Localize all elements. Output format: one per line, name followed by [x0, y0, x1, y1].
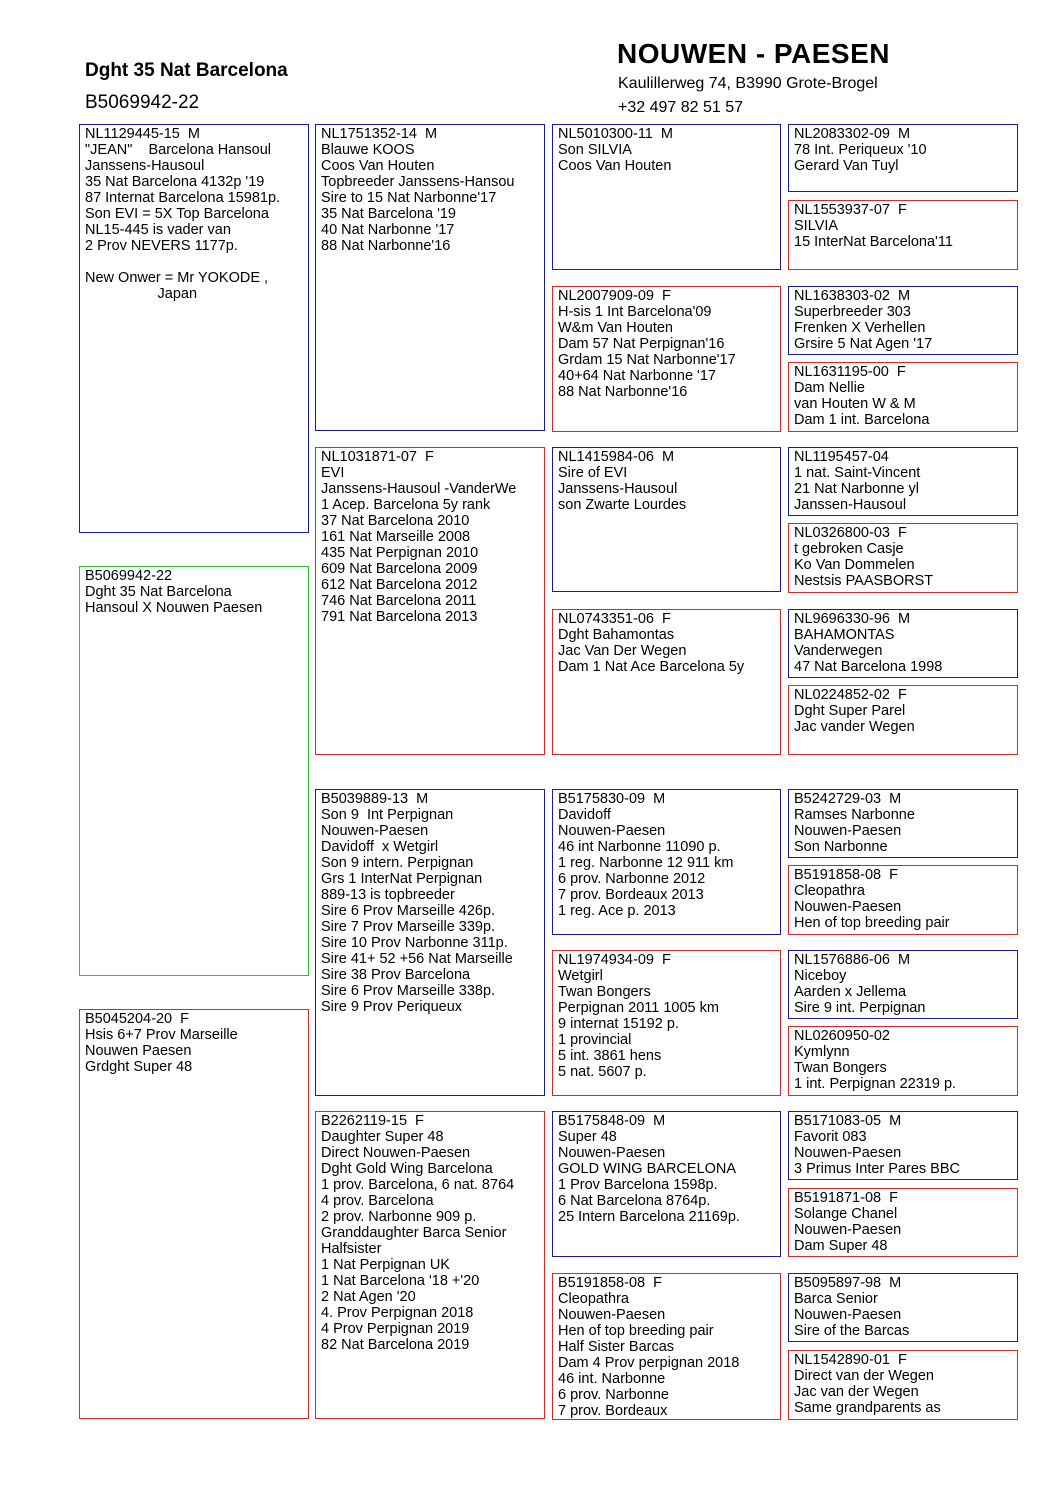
- pedigree-info-line: Ramses Narbonne: [794, 807, 915, 823]
- ring-number-line: NL0326800-03 F: [794, 525, 907, 541]
- pedigree-info-line: Hen of top breeding pair: [558, 1323, 714, 1339]
- pedigree-info-line: Sire 38 Prov Barcelona: [321, 967, 471, 983]
- dddd-box: [788, 1350, 1018, 1420]
- ring-number-line: NL2007909-09 F: [558, 288, 671, 304]
- pedigree-info-line: 35 Nat Barcelona 4132p '19: [85, 174, 265, 190]
- dam-sire-dam-box: [552, 950, 781, 1096]
- pedigree-info-line: Nouwen Paesen: [85, 1043, 192, 1059]
- pedigree-info-line: Barca Senior: [794, 1291, 878, 1307]
- pedigree-info-line: 3 Primus Inter Pares BBC: [794, 1161, 960, 1177]
- dam-sire-box: [315, 789, 545, 1096]
- sire-dam-sire-box: [552, 447, 781, 592]
- subject-ring-number: B5069942-22: [85, 92, 200, 113]
- pedigree-info-line: 4 Prov Perpignan 2019: [321, 1321, 470, 1337]
- pedigree-info-line: Topbreeder Janssens-Hansou: [321, 174, 515, 190]
- pedigree-info-line: 78 Int. Periqueux '10: [794, 142, 927, 158]
- ring-number-line: B2262119-15 F: [321, 1113, 424, 1129]
- pedigree-info-line: son Zwarte Lourdes: [558, 497, 687, 513]
- pedigree-info-line: Sire 7 Prov Marseille 339p.: [321, 919, 496, 935]
- pedigree-info-line: Sire 6 Prov Marseille 338p.: [321, 983, 496, 999]
- pedigree-info-line: 4 prov. Barcelona: [321, 1193, 434, 1209]
- pedigree-info-line: Dght Bahamontas: [558, 627, 675, 643]
- dsdd-box: [788, 1026, 1018, 1096]
- pedigree-info-line: 9 internat 15192 p.: [558, 1016, 679, 1032]
- pedigree-info-line: Blauwe KOOS: [321, 142, 415, 158]
- pedigree-info-line: Nouwen-Paesen: [558, 823, 666, 839]
- pedigree-info-line: 7 prov. Bordeaux 2013: [558, 887, 704, 903]
- pedigree-info-line: Half Sister Barcas: [558, 1339, 675, 1355]
- pedigree-info-line: Twan Bongers: [794, 1060, 887, 1076]
- pedigree-info-line: 1 nat. Saint-Vincent: [794, 465, 921, 481]
- pedigree-info-line: 4. Prov Perpignan 2018: [321, 1305, 474, 1321]
- pedigree-info-line: 1 Acep. Barcelona 5y rank: [321, 497, 491, 513]
- pedigree-info-line: Sire 6 Prov Marseille 426p.: [321, 903, 496, 919]
- sssd-box: [788, 200, 1018, 270]
- pedigree-info-line: Davidoff x Wetgirl: [321, 839, 439, 855]
- pedigree-info-line: Nouwen-Paesen: [558, 1145, 666, 1161]
- pedigree-info-line: Japan: [85, 286, 198, 302]
- pedigree-info-line: Nestsis PAASBORST: [794, 573, 934, 589]
- pedigree-info-line: 15 InterNat Barcelona'11: [794, 234, 953, 250]
- ring-number-line: NL1974934-09 F: [558, 952, 671, 968]
- sdsd-box: [788, 523, 1018, 593]
- ddds-box: [788, 1273, 1018, 1342]
- pedigree-info-line: Favorit 083: [794, 1129, 867, 1145]
- pedigree-info-line: Nouwen-Paesen: [321, 823, 429, 839]
- pedigree-info-line: BAHAMONTAS: [794, 627, 895, 643]
- pedigree-info-line: Vanderwegen: [794, 643, 883, 659]
- pedigree-info-line: van Houten W & M: [794, 396, 916, 412]
- pedigree-info-line: Dam 57 Nat Perpignan'16: [558, 336, 725, 352]
- pedigree-info-line: Direct van der Wegen: [794, 1368, 934, 1384]
- sdds-box: [788, 609, 1018, 678]
- pedigree-info-line: 1 reg. Ace p. 2013: [558, 903, 676, 919]
- pedigree-info-line: Son 9 Int Perpignan: [321, 807, 454, 823]
- sire-sire-sire-box: [552, 124, 781, 270]
- sddd-box: [788, 685, 1018, 755]
- pedigree-info-line: Dght Super Parel: [794, 703, 906, 719]
- ssds-box: [788, 286, 1018, 355]
- pedigree-info-line: Ko Van Dommelen: [794, 557, 915, 573]
- pedigree-info-line: 161 Nat Marseille 2008: [321, 529, 471, 545]
- pedigree-info-line: 746 Nat Barcelona 2011: [321, 593, 477, 609]
- ring-number-line: NL0743351-06 F: [558, 611, 671, 627]
- ring-number-line: B5242729-03 M: [794, 791, 902, 807]
- pedigree-info-line: Dam 1 Nat Ace Barcelona 5y: [558, 659, 745, 675]
- pedigree-info-line: Cleopathra: [558, 1291, 629, 1307]
- pedigree-info-line: Son SILVIA: [558, 142, 632, 158]
- pedigree-info-line: 87 Internat Barcelona 15981p.: [85, 190, 281, 206]
- pedigree-info-line: Grsire 5 Nat Agen '17: [794, 336, 933, 352]
- sdss-box: [788, 447, 1018, 516]
- pedigree-title: Dght 35 Nat Barcelona: [85, 60, 288, 81]
- pedigree-info-line: 1 prov. Barcelona, 6 nat. 8764: [321, 1177, 515, 1193]
- pedigree-info-line: 88 Nat Narbonne'16: [321, 238, 451, 254]
- pedigree-info-line: Niceboy: [794, 968, 847, 984]
- sire-sire-box: [315, 124, 545, 431]
- ssdd-box: [788, 362, 1018, 432]
- pedigree-info-line: Frenken X Verhellen: [794, 320, 926, 336]
- ring-number-line: NL1576886-06 M: [794, 952, 911, 968]
- pedigree-info-line: 1 Prov Barcelona 1598p.: [558, 1177, 718, 1193]
- pedigree-info-line: 37 Nat Barcelona 2010: [321, 513, 470, 529]
- pedigree-info-line: 2 prov. Narbonne 909 p.: [321, 1209, 477, 1225]
- pedigree-info-line: 6 Nat Barcelona 8764p.: [558, 1193, 711, 1209]
- pedigree-info-line: Dght 35 Nat Barcelona: [85, 584, 232, 600]
- ring-number-line: NL1631195-00 F: [794, 364, 906, 380]
- pedigree-info-line: Jac vander Wegen: [794, 719, 915, 735]
- pedigree-info-line: "JEAN" Barcelona Hansoul: [85, 142, 271, 158]
- pedigree-info-line: Kymlynn: [794, 1044, 850, 1060]
- pedigree-info-line: Twan Bongers: [558, 984, 651, 1000]
- loft-phone: +32 497 82 51 57: [618, 99, 744, 116]
- ring-number-line: NL1129445-15 M: [85, 126, 201, 142]
- pedigree-info-line: Nouwen-Paesen: [794, 1222, 902, 1238]
- pedigree-info-line: New Onwer = Mr YOKODE ,: [85, 270, 269, 286]
- pedigree-info-line: [85, 254, 304, 270]
- pedigree-info-line: Dght Gold Wing Barcelona: [321, 1161, 493, 1177]
- pedigree-info-line: Cleopathra: [794, 883, 865, 899]
- loft-name: NOUWEN - PAESEN: [617, 38, 890, 69]
- pedigree-info-line: NL15-445 is vader van: [85, 222, 231, 238]
- dam-dam-dam-box: [552, 1273, 781, 1420]
- pedigree-info-line: 35 Nat Barcelona '19: [321, 206, 456, 222]
- pedigree-info-line: 1 reg. Narbonne 12 911 km: [558, 855, 734, 871]
- pedigree-info-line: Dam Nellie: [794, 380, 865, 396]
- pedigree-info-line: Super 48: [558, 1129, 617, 1145]
- ddss-box: [788, 1111, 1018, 1180]
- pedigree-info-line: Granddaughter Barca Senior: [321, 1225, 507, 1241]
- pedigree-info-line: SILVIA: [794, 218, 839, 234]
- ring-number-line: NL1553937-07 F: [794, 202, 907, 218]
- pedigree-info-line: Hansoul X Nouwen Paesen: [85, 600, 263, 616]
- ring-number-line: B5045204-20 F: [85, 1011, 189, 1027]
- pedigree-info-line: Hen of top breeding pair: [794, 915, 950, 931]
- ring-number-line: B5095897-98 M: [794, 1275, 902, 1291]
- pedigree-info-line: Gerard Van Tuyl: [794, 158, 899, 174]
- pedigree-info-line: 1 Nat Barcelona '18 +'20: [321, 1273, 480, 1289]
- pedigree-info-line: Halfsister: [321, 1241, 382, 1257]
- pedigree-info-line: Sire of EVI: [558, 465, 628, 481]
- pedigree-info-line: 7 prov. Bordeaux: [558, 1403, 668, 1419]
- pedigree-info-line: 435 Nat Perpignan 2010: [321, 545, 479, 561]
- pedigree-info-line: Daughter Super 48: [321, 1129, 444, 1145]
- pedigree-info-line: Dam 1 int. Barcelona: [794, 412, 930, 428]
- ring-number-line: B5171083-05 M: [794, 1113, 902, 1129]
- dsds-box: [788, 950, 1018, 1019]
- pedigree-info-line: 1 int. Perpignan 22319 p.: [794, 1076, 957, 1092]
- ring-number-line: NL1415984-06 M: [558, 449, 675, 465]
- loft-address: Kaulillerweg 74, B3990 Grote-Brogel: [618, 75, 878, 92]
- pedigree-info-line: Solange Chanel: [794, 1206, 898, 1222]
- pedigree-info-line: EVI: [321, 465, 345, 481]
- ring-number-line: NL1195457-04: [794, 449, 889, 465]
- pedigree-info-line: H-sis 1 Int Barcelona'09: [558, 304, 712, 320]
- pedigree-info-line: 5 nat. 5607 p.: [558, 1064, 647, 1080]
- pedigree-info-line: 6 prov. Narbonne 2012: [558, 871, 706, 887]
- pedigree-info-line: Aarden x Jellema: [794, 984, 907, 1000]
- pedigree-info-line: 612 Nat Barcelona 2012: [321, 577, 478, 593]
- pedigree-info-line: Perpignan 2011 1005 km: [558, 1000, 719, 1016]
- pedigree-info-line: Sire to 15 Nat Narbonne'17: [321, 190, 497, 206]
- pedigree-info-line: Janssens-Hausoul: [85, 158, 205, 174]
- pedigree-info-line: Janssens-Hausoul: [558, 481, 678, 497]
- pedigree-info-line: Nouwen-Paesen: [794, 1307, 902, 1323]
- pedigree-info-line: 2 Prov NEVERS 1177p.: [85, 238, 238, 254]
- pedigree-info-line: 5 int. 3861 hens: [558, 1048, 662, 1064]
- pedigree-info-line: 88 Nat Narbonne'16: [558, 384, 688, 400]
- ddsd-box: [788, 1188, 1018, 1257]
- ssss-box: [788, 124, 1018, 192]
- pedigree-info-line: Wetgirl: [558, 968, 603, 984]
- pedigree-info-line: Sire 10 Prov Narbonne 311p.: [321, 935, 508, 951]
- ring-number-line: B5175848-09 M: [558, 1113, 666, 1129]
- pedigree-info-line: 40 Nat Narbonne '17: [321, 222, 455, 238]
- pedigree-info-line: Jac van der Wegen: [794, 1384, 919, 1400]
- pedigree-info-line: Sire of the Barcas: [794, 1323, 910, 1339]
- pedigree-info-line: Jac Van Der Wegen: [558, 643, 687, 659]
- sire-sire-dam-box: [552, 286, 781, 432]
- ring-number-line: B5191858-08 F: [558, 1275, 662, 1291]
- pedigree-info-line: Son Narbonne: [794, 839, 888, 855]
- dssd-box: [788, 865, 1018, 935]
- dam-dam-sire-box: [552, 1111, 781, 1257]
- ring-number-line: NL0260950-02: [794, 1028, 890, 1044]
- pedigree-info-line: Dam 4 Prov perpignan 2018: [558, 1355, 740, 1371]
- ring-number-line: NL1031871-07 F: [321, 449, 434, 465]
- ring-number-line: B5039889-13 M: [321, 791, 429, 807]
- pedigree-info-line: Coos Van Houten: [321, 158, 435, 174]
- pedigree-info-line: 1 Nat Perpignan UK: [321, 1257, 450, 1273]
- pedigree-info-line: Grs 1 InterNat Perpignan: [321, 871, 483, 887]
- pedigree-info-line: Son 9 intern. Perpignan: [321, 855, 474, 871]
- sire-dam-dam-box: [552, 609, 781, 755]
- dsss-box: [788, 789, 1018, 858]
- ring-number-line: NL1638303-02 M: [794, 288, 911, 304]
- ring-number-line: B5191858-08 F: [794, 867, 898, 883]
- pedigree-info-line: W&m Van Houten: [558, 320, 673, 336]
- pedigree-info-line: 46 int. Narbonne: [558, 1371, 666, 1387]
- pedigree-info-line: Nouwen-Paesen: [794, 899, 902, 915]
- pedigree-info-line: Sire 41+ 52 +56 Nat Marseille: [321, 951, 513, 967]
- pedigree-info-line: Janssen-Hausoul: [794, 497, 907, 513]
- pedigree-info-line: 82 Nat Barcelona 2019: [321, 1337, 470, 1353]
- pedigree-info-line: Grdght Super 48: [85, 1059, 193, 1075]
- dam-dam-box: [315, 1111, 545, 1419]
- pedigree-info-line: 609 Nat Barcelona 2009: [321, 561, 478, 577]
- sire-dam-box: [315, 447, 545, 755]
- pedigree-info-line: Hsis 6+7 Prov Marseille: [85, 1027, 238, 1043]
- pedigree-info-line: Son EVI = 5X Top Barcelona: [85, 206, 269, 222]
- ring-number-line: B5191871-08 F: [794, 1190, 898, 1206]
- pedigree-info-line: Superbreeder 303: [794, 304, 911, 320]
- pedigree-info-line: 2 Nat Agen '20: [321, 1289, 416, 1305]
- pedigree-info-line: 21 Nat Narbonne yl: [794, 481, 919, 497]
- pedigree-info-line: Nouwen-Paesen: [794, 823, 902, 839]
- pedigree-info-line: Nouwen-Paesen: [794, 1145, 902, 1161]
- pedigree-info-line: Nouwen-Paesen: [558, 1307, 666, 1323]
- pedigree-info-line: Janssens-Hausoul -VanderWe: [321, 481, 517, 497]
- pedigree-info-line: 40+64 Nat Narbonne '17: [558, 368, 716, 384]
- pedigree-info-line: 889-13 is topbreeder: [321, 887, 455, 903]
- pedigree-info-line: Sire 9 int. Perpignan: [794, 1000, 926, 1016]
- pedigree-info-line: Coos Van Houten: [558, 158, 672, 174]
- pedigree-info-line: 25 Intern Barcelona 21169p.: [558, 1209, 740, 1225]
- ring-number-line: NL5010300-11 M: [558, 126, 674, 142]
- pedigree-info-line: Grdam 15 Nat Narbonne'17: [558, 352, 736, 368]
- pedigree-info-line: 791 Nat Barcelona 2013: [321, 609, 478, 625]
- pedigree-info-line: 46 int Narbonne 11090 p.: [558, 839, 721, 855]
- ring-number-line: B5069942-22: [85, 568, 173, 584]
- ring-number-line: NL1751352-14 M: [321, 126, 438, 142]
- pedigree-info-line: Sire 9 Prov Periqueux: [321, 999, 463, 1015]
- dam-box: [79, 1009, 309, 1419]
- pedigree-info-line: t gebroken Casje: [794, 541, 904, 557]
- dam-sire-sire-box: [552, 789, 781, 935]
- pedigree-info-line: Dam Super 48: [794, 1238, 888, 1254]
- pedigree-info-line: Davidoff: [558, 807, 611, 823]
- ring-number-line: NL2083302-09 M: [794, 126, 911, 142]
- ring-number-line: NL9696330-96 M: [794, 611, 911, 627]
- pedigree-info-line: 47 Nat Barcelona 1998: [794, 659, 943, 675]
- pedigree-info-line: Same grandparents as: [794, 1400, 941, 1416]
- ring-number-line: NL0224852-02 F: [794, 687, 907, 703]
- pedigree-info-line: 6 prov. Narbonne: [558, 1387, 669, 1403]
- pedigree-info-line: 1 provincial: [558, 1032, 632, 1048]
- sire-box: [79, 124, 309, 533]
- ring-number-line: NL1542890-01 F: [794, 1352, 907, 1368]
- pedigree-info-line: GOLD WING BARCELONA: [558, 1161, 737, 1177]
- pedigree-info-line: Direct Nouwen-Paesen: [321, 1145, 471, 1161]
- subject-pigeon-box: [79, 566, 309, 976]
- ring-number-line: B5175830-09 M: [558, 791, 666, 807]
